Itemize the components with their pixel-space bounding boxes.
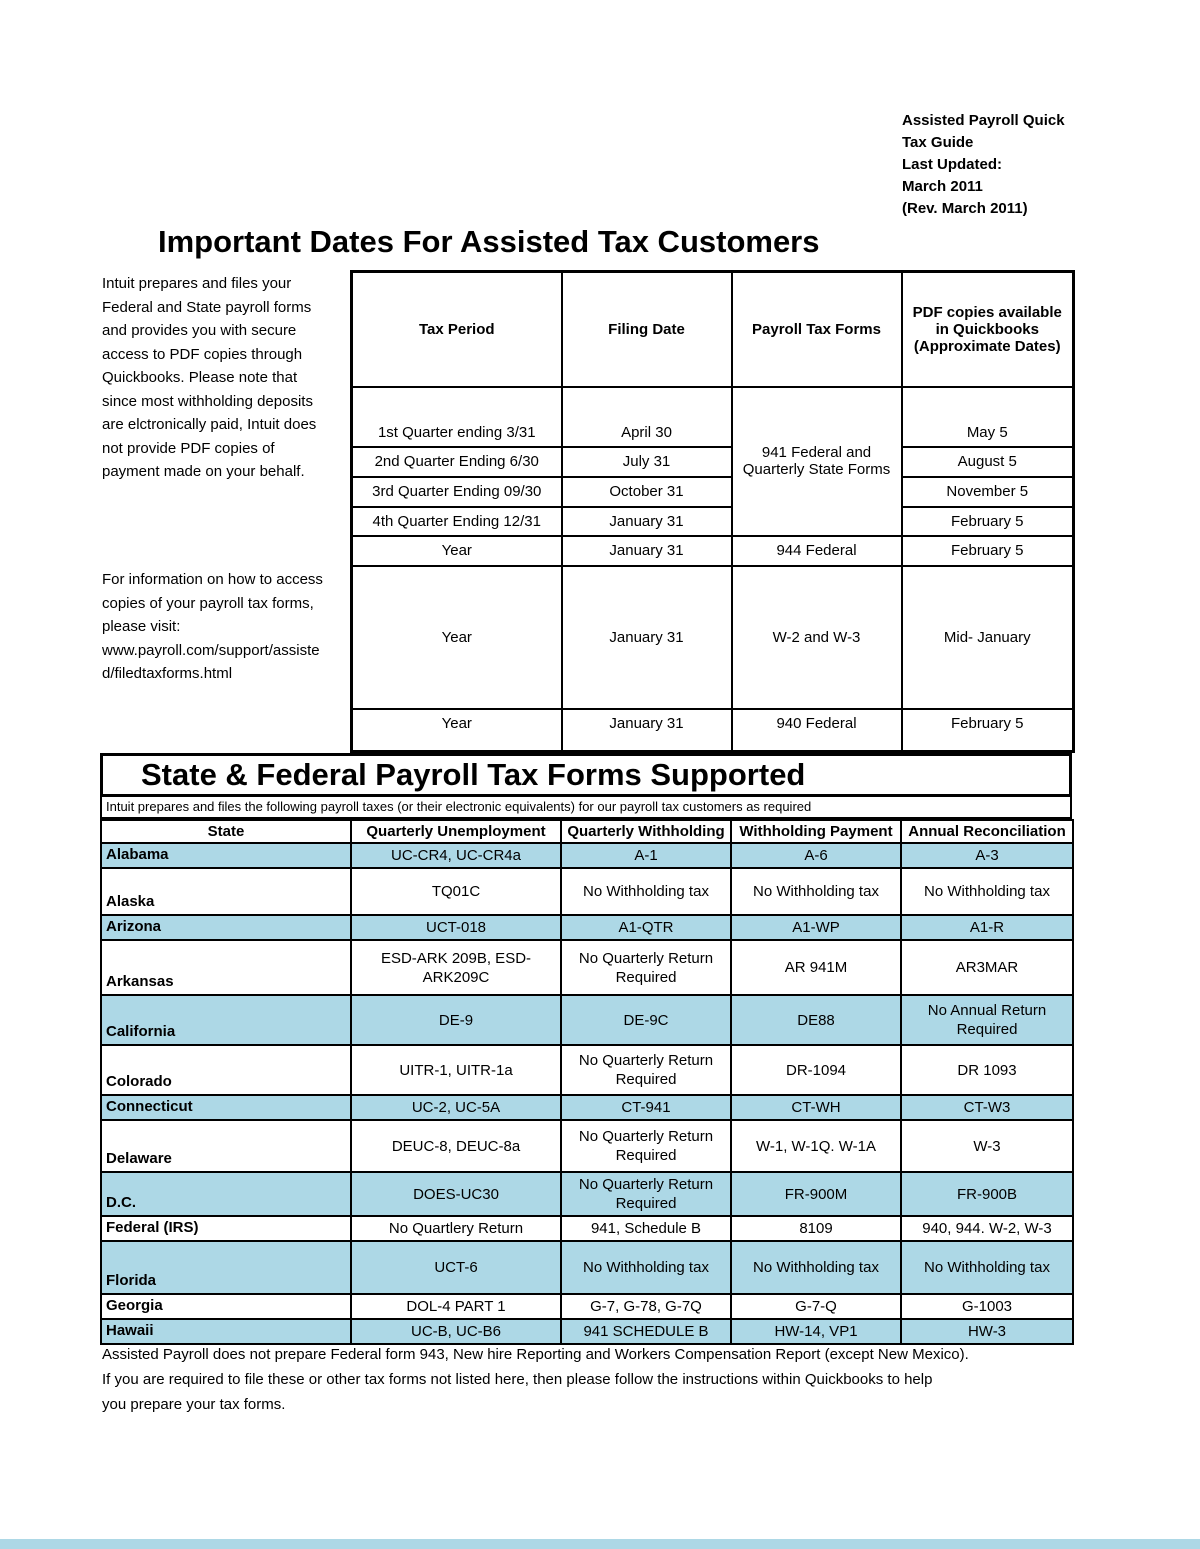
col-header-annual-reconciliation: Annual Reconciliation [901,820,1073,843]
dates-row [352,709,1074,752]
col-header-payroll-tax-forms: Payroll Tax Forms [732,272,902,387]
state-table-header-row [101,820,1073,843]
dates-row [352,387,1074,447]
quarterly-withholding-cell: DE-9C [561,995,731,1045]
quarterly-unemployment-cell: DOL-4 PART 1 [351,1294,561,1319]
quarterly-unemployment-cell: UC-CR4, UC-CR4a [351,843,561,868]
state-row [101,1294,1073,1319]
tax-period-cell: 4th Quarter Ending 12/31 [352,507,562,536]
state-forms-table [100,819,1074,1345]
dates-header-row [352,272,1074,387]
intro-note: Intuit prepares and files your Federal and State payroll forms and provides you with secure access to PDF copies through Quickbooks. Please note that since most withholding deposits are elctronically paid, Intuit does not provide PDF copies of payment made on your behalf. [102,275,317,480]
annual-reconciliation-cell: No Annual Return Required [901,995,1073,1045]
dates-row [352,507,1074,536]
dates-row [352,536,1074,566]
dates-row [352,566,1074,709]
col-header-filing-date: Filing Date [562,272,732,387]
filing-date-cell: April 30 [562,387,732,447]
state-row [101,843,1073,868]
quarterly-withholding-cell: 941, Schedule B [561,1216,731,1241]
state-name-cell: Alabama [101,843,351,868]
section-title: State & Federal Payroll Tax Forms Supported [100,753,1072,797]
state-name-cell: Federal (IRS) [101,1216,351,1241]
quarterly-withholding-cell: G-7, G-78, G-7Q [561,1294,731,1319]
annual-reconciliation-cell: A-3 [901,843,1073,868]
support-link-note: For information on how to access copies of your payroll tax forms, please visit: www.payroll.com/support/assiste d/filedtaxforms.html [102,571,323,682]
annual-reconciliation-cell: FR-900B [901,1172,1073,1216]
col-header-withholding-payment: Withholding Payment [731,820,901,843]
quarterly-unemployment-cell: ESD-ARK 209B, ESD-ARK209C [351,940,561,995]
quarterly-withholding-cell: CT-941 [561,1095,731,1120]
withholding-payment-cell: AR 941M [731,940,901,995]
col-header-quarterly-unemployment: Quarterly Unemployment [351,820,561,843]
filing-date-cell: January 31 [562,709,732,752]
quarterly-withholding-cell: A-1 [561,843,731,868]
tax-forms-cell-quarterly: 941 Federal and Quarterly State Forms [732,387,902,536]
next-page-row-strip [0,1539,1200,1549]
tax-period-cell: Year [352,709,562,752]
state-row [101,868,1073,915]
important-dates-table [350,270,1075,753]
state-name-cell: Hawaii [101,1319,351,1344]
dates-row [352,447,1074,477]
filing-date-cell: July 31 [562,447,732,477]
state-name-cell: California [101,995,351,1045]
tax-forms-cell: 944 Federal [732,536,902,566]
section-subtitle: Intuit prepares and files the following payroll taxes (or their electronic equivalents) for our payroll tax customers as required [100,797,1072,819]
quarterly-withholding-cell: No Quarterly Return Required [561,1045,731,1095]
col-header-pdf-copies: PDF copies available in Quickbooks (Approximate Dates) [902,272,1074,387]
withholding-payment-cell: No Withholding tax [731,1241,901,1294]
tax-period-cell: 1st Quarter ending 3/31 [352,387,562,447]
state-name-cell: Georgia [101,1294,351,1319]
quarterly-withholding-cell: No Quarterly Return Required [561,940,731,995]
withholding-payment-cell: HW-14, VP1 [731,1319,901,1344]
state-row [101,1241,1073,1294]
state-name-cell: Arizona [101,915,351,940]
annual-reconciliation-cell: 940, 944. W-2, W-3 [901,1216,1073,1241]
state-name-cell: Arkansas [101,940,351,995]
withholding-payment-cell: A1-WP [731,915,901,940]
states-table-body [101,843,1073,1344]
tax-forms-cell: 940 Federal [732,709,902,752]
annual-reconciliation-cell: No Withholding tax [901,1241,1073,1294]
col-header-quarterly-withholding: Quarterly Withholding [561,820,731,843]
withholding-payment-cell: FR-900M [731,1172,901,1216]
annual-reconciliation-cell: G-1003 [901,1294,1073,1319]
withholding-payment-cell: 8109 [731,1216,901,1241]
doc-header-note: Assisted Payroll Quick Tax Guide Last Updated: March 2011 (Rev. March 2011) [902,112,1065,217]
annual-reconciliation-cell: AR3MAR [901,940,1073,995]
pdf-date-cell: August 5 [902,447,1074,477]
state-name-cell: Colorado [101,1045,351,1095]
pdf-date-cell: February 5 [902,536,1074,566]
state-row [101,995,1073,1045]
quarterly-unemployment-cell: UCT-6 [351,1241,561,1294]
tax-period-cell: Year [352,536,562,566]
withholding-payment-cell: W-1, W-1Q. W-1A [731,1120,901,1172]
quarterly-unemployment-cell: UITR-1, UITR-1a [351,1045,561,1095]
annual-reconciliation-cell: DR 1093 [901,1045,1073,1095]
col-header-tax-period: Tax Period [352,272,562,387]
state-forms-section [100,753,1072,1345]
withholding-payment-cell: A-6 [731,843,901,868]
quarterly-unemployment-cell: No Quartlery Return [351,1216,561,1241]
quarterly-withholding-cell: No Quarterly Return Required [561,1172,731,1216]
annual-reconciliation-cell: W-3 [901,1120,1073,1172]
state-row [101,1120,1073,1172]
quarterly-unemployment-cell: DEUC-8, DEUC-8a [351,1120,561,1172]
state-row [101,1216,1073,1241]
quarterly-unemployment-cell: UC-B, UC-B6 [351,1319,561,1344]
quarterly-withholding-cell: A1-QTR [561,915,731,940]
pdf-date-cell: February 5 [902,709,1074,752]
pdf-date-cell: February 5 [902,507,1074,536]
state-row [101,1172,1073,1216]
quarterly-unemployment-cell: UC-2, UC-5A [351,1095,561,1120]
withholding-payment-cell: CT-WH [731,1095,901,1120]
state-row [101,1319,1073,1344]
state-row [101,940,1073,995]
state-row [101,1045,1073,1095]
withholding-payment-cell: No Withholding tax [731,868,901,915]
annual-reconciliation-cell: No Withholding tax [901,868,1073,915]
pdf-date-cell: November 5 [902,477,1074,507]
filing-date-cell: October 31 [562,477,732,507]
quarterly-withholding-cell: No Quarterly Return Required [561,1120,731,1172]
pdf-date-cell: Mid- January [902,566,1074,709]
quarterly-withholding-cell: No Withholding tax [561,868,731,915]
state-name-cell: Delaware [101,1120,351,1172]
filing-date-cell: January 31 [562,536,732,566]
state-row [101,915,1073,940]
withholding-payment-cell: DE88 [731,995,901,1045]
annual-reconciliation-cell: CT-W3 [901,1095,1073,1120]
dates-row [352,477,1074,507]
state-row [101,1095,1073,1120]
state-name-cell: D.C. [101,1172,351,1216]
annual-reconciliation-cell: HW-3 [901,1319,1073,1344]
withholding-payment-cell: G-7-Q [731,1294,901,1319]
state-name-cell: Connecticut [101,1095,351,1120]
tax-period-cell: 3rd Quarter Ending 09/30 [352,477,562,507]
filing-date-cell: January 31 [562,507,732,536]
quarterly-unemployment-cell: DE-9 [351,995,561,1045]
pdf-date-cell: May 5 [902,387,1074,447]
annual-reconciliation-cell: A1-R [901,915,1073,940]
quarterly-unemployment-cell: TQ01C [351,868,561,915]
filing-date-cell: January 31 [562,566,732,709]
state-name-cell: Florida [101,1241,351,1294]
tax-period-cell: 2nd Quarter Ending 6/30 [352,447,562,477]
page-title: Important Dates For Assisted Tax Customers [158,224,820,259]
quarterly-unemployment-cell: DOES-UC30 [351,1172,561,1216]
tax-forms-cell: W-2 and W-3 [732,566,902,709]
state-name-cell: Alaska [101,868,351,915]
tax-period-cell: Year [352,566,562,709]
withholding-payment-cell: DR-1094 [731,1045,901,1095]
col-header-state: State [101,820,351,843]
quarterly-withholding-cell: No Withholding tax [561,1241,731,1294]
quarterly-withholding-cell: 941 SCHEDULE B [561,1319,731,1344]
quarterly-unemployment-cell: UCT-018 [351,915,561,940]
footer-note: Assisted Payroll does not prepare Federal form 943, New hire Reporting and Workers Compensation Report (except New Mexico). If you are required to file these or other tax forms not listed here, then please follow the instructions within Quickbooks to help you prepare your tax forms. [102,1346,969,1413]
